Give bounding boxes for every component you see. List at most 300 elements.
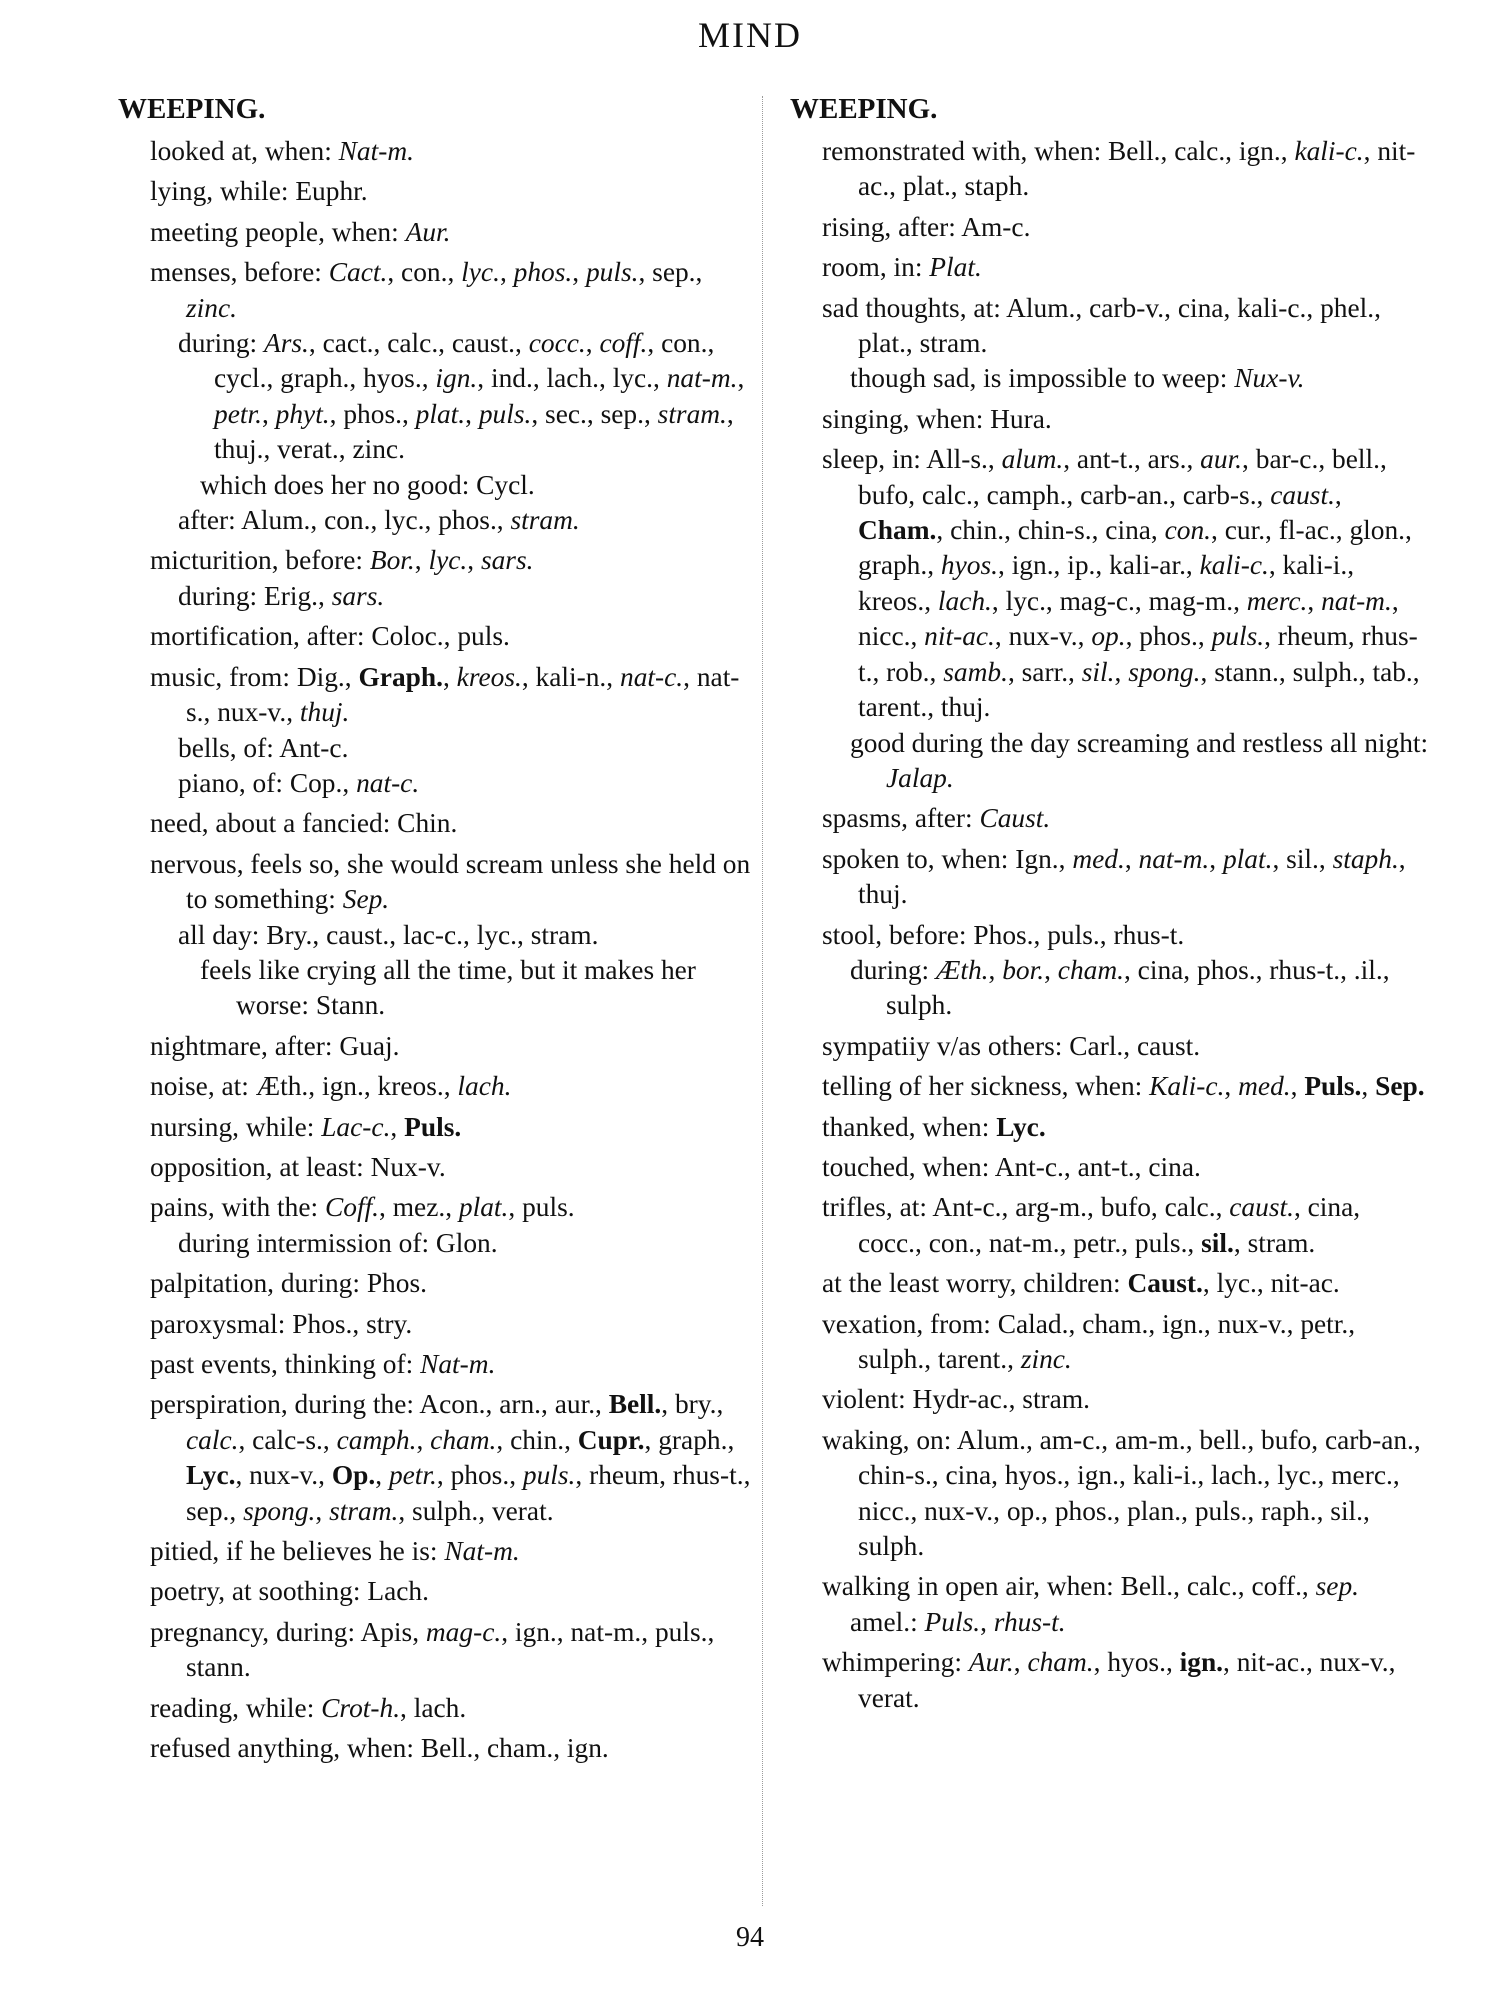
column-divider — [762, 96, 763, 1906]
rubric-term: singing, when — [822, 403, 976, 434]
rubric-entry: spasms, after: Caust. — [822, 803, 1051, 834]
rubric-term: nursing, while — [150, 1111, 307, 1142]
remedy: Phos. — [366, 1268, 427, 1299]
remedy: nicc. — [858, 621, 911, 652]
column-heading: WEEPING. — [790, 93, 938, 125]
rubric-entry: feels like crying all the time, but it makes her worse: Stann. — [200, 954, 696, 1021]
rubric-entry: pitied, if he believes he is: Nat-m. — [150, 1536, 520, 1567]
rubric-term: at the least worry, children — [822, 1268, 1114, 1299]
remedy: aur. — [554, 1389, 596, 1420]
remedy: All-s. — [926, 444, 988, 475]
remedy: thuj. — [940, 692, 991, 723]
rubric-entry: past events, thinking of: Nat-m. — [150, 1349, 496, 1379]
remedy: Lyc. — [186, 1460, 236, 1491]
rubric-term: all day — [178, 919, 252, 950]
remedy: rhus-t. — [1113, 919, 1185, 950]
rubric-term: trifles, at — [822, 1192, 920, 1223]
rubric-term: lying, while — [150, 176, 281, 207]
rubric-entry: during: Erig., sars. — [178, 580, 385, 611]
rubric-term: music, from — [150, 661, 283, 692]
remedy: calc. — [921, 479, 973, 510]
remedy: thuj. — [299, 697, 350, 728]
remedy: ign. — [1077, 1460, 1119, 1491]
remedy: cina — [1137, 954, 1184, 985]
rubric-term: after — [178, 505, 229, 536]
remedy: stram. — [919, 328, 988, 359]
remedy: ign. — [1162, 1308, 1204, 1339]
remedy: Guaj. — [339, 1030, 400, 1061]
page-number: 94 — [736, 1922, 764, 1953]
remedy: am-c. — [1039, 1424, 1102, 1455]
remedy: tab. — [1372, 656, 1413, 687]
remedy: hyos. — [1004, 1460, 1064, 1491]
remedy: Bell. — [608, 1389, 662, 1420]
remedy: merc. — [1246, 585, 1308, 616]
remedy: hyos. — [940, 550, 998, 581]
rubric-term: meeting people, when — [150, 216, 392, 247]
remedy: tarent. — [937, 1344, 1008, 1374]
rubric-entry: nightmare, after: Guaj. — [150, 1030, 400, 1061]
remedy: con. — [324, 505, 371, 536]
rubric-entry: bells, of: Ant-c. — [178, 732, 349, 763]
remedy: petr. — [1073, 1227, 1122, 1258]
remedy: Apis — [360, 1616, 413, 1647]
remedy: phos. — [1197, 954, 1256, 985]
remedy: plat. — [1222, 843, 1273, 874]
rubric-entry: during: Æth., bor., cham., cina, phos., rhus-t., .il., sulph. — [850, 954, 1390, 1021]
remedy: Glon. — [435, 1227, 498, 1258]
remedy: puls. — [1194, 1495, 1248, 1526]
remedy: ign. — [514, 1616, 557, 1647]
remedy: sil. — [1201, 1227, 1234, 1258]
remedy: mez. — [392, 1192, 446, 1223]
remedy: kali-c. — [1199, 550, 1269, 581]
rubric-entry: amel.: Puls., rhus-t. — [850, 1606, 1066, 1637]
remedy: kali-i. — [1132, 1460, 1198, 1491]
remedy: kali-c. — [1294, 136, 1364, 166]
remedy: chin. — [510, 1424, 565, 1455]
remedy: thuj. — [214, 434, 264, 465]
remedy: arg-m. — [1015, 1192, 1087, 1223]
remedy: chin. — [950, 515, 1005, 546]
rubric-entry: noise, at: Æth., ign., kreos., lach. — [150, 1071, 512, 1102]
remedy: aur. — [1200, 444, 1243, 475]
remedy: lach. — [937, 585, 992, 616]
remedy: cham. — [1082, 1308, 1149, 1339]
remedy: con. — [401, 257, 448, 288]
remedy: Bell. — [1108, 136, 1161, 166]
remedy: verat. — [491, 1495, 554, 1526]
rubric-term: pitied, if he believes he is — [150, 1536, 430, 1567]
remedy: stann. — [186, 1652, 251, 1683]
remedy: bufo — [858, 479, 909, 510]
remedy: puls. — [478, 398, 532, 429]
remedy: calc. — [1164, 1192, 1216, 1223]
rubric-term: poetry, at soothing — [150, 1576, 353, 1607]
remedy: lach. — [457, 1071, 512, 1102]
remedy: ip. — [1067, 550, 1096, 581]
remedy: Alum. — [1006, 292, 1076, 323]
remedy: rhus-t. — [858, 621, 1418, 687]
remedy: puls. — [654, 1616, 708, 1647]
rubric-term: violent — [822, 1384, 899, 1415]
remedy: bufo — [1100, 1192, 1151, 1223]
remedy: .il. — [1353, 954, 1383, 985]
remedy: staph. — [1332, 843, 1399, 874]
remedy: stram. — [1022, 1384, 1090, 1415]
remedy: phos. — [450, 1460, 510, 1491]
rubric-entry: spoken to, when: Ign., med., nat-m., plat., sil., staph., thuj. — [822, 843, 1406, 910]
remedy: zinc. — [352, 434, 405, 465]
rubric-entry: rising, after: Am-c. — [822, 211, 1031, 242]
rubric-term: pregnancy, during — [150, 1616, 348, 1647]
remedy: camph. — [336, 1424, 417, 1455]
remedy: cocc. — [858, 1227, 916, 1258]
remedy: rob. — [886, 656, 930, 687]
remedy: stram. — [510, 505, 580, 536]
remedy: Op. — [331, 1460, 376, 1491]
rubric-term: during — [850, 954, 922, 985]
remedy: nit-ac. — [1270, 1268, 1340, 1299]
remedy: bell. — [1199, 1424, 1248, 1455]
remedy: graph. — [280, 363, 350, 394]
rubric-term: noise, at — [150, 1071, 242, 1102]
rubric-term: opposition, at least — [150, 1151, 357, 1182]
remedy: fl-ac. — [1278, 515, 1336, 546]
remedy: puls. — [1047, 919, 1100, 950]
rubric-entry: sad thoughts, at: Alum., carb-v., cina, kali-c., phel., plat., stram. — [822, 292, 1381, 359]
remedy: kreos. — [456, 661, 522, 692]
remedy: Carl. — [1069, 1030, 1124, 1061]
remedy: stry. — [366, 1308, 413, 1339]
rubric-term: though sad, is impossible to weep — [850, 363, 1220, 394]
rubric-entry: reading, while: Crot-h., lach. — [150, 1692, 467, 1723]
rubric-term: palpitation, during — [150, 1268, 353, 1299]
remedy: am-m. — [1114, 1424, 1186, 1455]
rubric-entry: nervous, feels so, she would scream unless she held on to something: Sep. — [150, 848, 751, 915]
rubric-term: thanked, when — [822, 1111, 982, 1142]
remedy: Crot-h. — [321, 1692, 401, 1723]
remedy: lach. — [1211, 1460, 1264, 1491]
rubric-entry: walking in open air, when: Bell., calc., coff., sep. — [822, 1571, 1359, 1602]
remedy: sars. — [331, 580, 385, 611]
remedy: bufo — [1261, 1424, 1312, 1455]
remedy: lyc. — [1216, 1268, 1257, 1299]
remedy: sulph. — [858, 1344, 925, 1374]
remedy: nux-v. — [1319, 1647, 1389, 1678]
remedy: Æth. — [935, 954, 989, 985]
rubric-entry: touched, when: Ant-c., ant-t., cina. — [822, 1151, 1201, 1182]
remedy: phos. — [1054, 1495, 1114, 1526]
rubric-entry: mortification, after: Coloc., puls. — [150, 621, 510, 652]
remedy: nat-m. — [1138, 843, 1210, 874]
remedy: Lyc. — [996, 1111, 1046, 1142]
remedy: Alum. — [241, 505, 311, 536]
rubric-term: stool, before — [822, 919, 959, 950]
remedy: Puls. — [404, 1111, 462, 1142]
rubric-entry: lying, while: Euphr. — [150, 176, 368, 207]
remedy: thuj. — [858, 879, 908, 910]
remedy: Nat-m. — [444, 1536, 520, 1567]
remedy: puls. — [1211, 621, 1265, 652]
remedy: con. — [928, 1227, 976, 1258]
remedy: lyc. — [476, 919, 518, 950]
remedy: ign. — [566, 1733, 609, 1764]
rubric-entry: menses, before: Cact., con., lyc., phos., puls., sep., zinc. — [150, 257, 703, 323]
rubric-entry: thanked, when: Lyc. — [822, 1111, 1046, 1142]
rubric-term: piano, of — [178, 767, 276, 798]
remedy: Graph. — [358, 661, 443, 692]
remedy: nux-v. — [217, 697, 287, 728]
remedy: Bell. — [1120, 1571, 1174, 1602]
remedy: calc. — [186, 1424, 239, 1455]
remedy: phyt. — [275, 398, 330, 429]
remedy: graph. — [858, 550, 928, 581]
remedy: Nux-v. — [370, 1151, 446, 1182]
remedy: lyc. — [1277, 1460, 1318, 1491]
remedy: sil. — [1330, 1495, 1364, 1526]
rubric-entry: poetry, at soothing: Lach. — [150, 1576, 429, 1607]
remedy: sulph. — [412, 1495, 479, 1526]
remedy: zinc. — [1020, 1344, 1072, 1374]
rubric-term: amel. — [850, 1606, 911, 1637]
remedy: phel. — [1320, 292, 1375, 323]
remedy: med. — [1072, 843, 1125, 874]
remedy: phos. — [1139, 621, 1198, 652]
rubric-term: good during the day screaming and restless all night — [850, 727, 1421, 758]
remedy: cina — [1307, 1192, 1354, 1223]
rubric-entry: vexation, from: Calad., cham., ign., nux-v., petr., sulph., tarent., zinc. — [822, 1308, 1356, 1374]
remedy: Erig. — [263, 580, 318, 611]
remedy: Puls. — [1304, 1071, 1362, 1102]
remedy: caust. — [1136, 1030, 1201, 1061]
rubric-entry: room, in: Plat. — [822, 252, 982, 283]
remedy: ind. — [490, 363, 533, 394]
remedy: nit-ac. — [858, 136, 1416, 202]
remedy: merc. — [1331, 1460, 1393, 1491]
remedy: lyc. — [384, 505, 425, 536]
remedy: rheum — [1277, 621, 1348, 652]
rubric-entry: after: Alum., con., lyc., phos., stram. — [178, 505, 580, 536]
remedy: cocc. — [528, 328, 586, 359]
rubric-term: pains, with the — [150, 1192, 311, 1223]
remedy: sulph. — [886, 990, 953, 1021]
rubric-term: bells, of — [178, 732, 267, 763]
rubric-term: during — [178, 328, 250, 359]
remedy: nit-ac. — [924, 621, 995, 652]
remedy: nux-v. — [1217, 1308, 1287, 1339]
rubric-entry: looked at, when: Nat-m. — [150, 136, 414, 166]
remedy: tarent. — [858, 692, 928, 723]
remedy: ign. — [435, 363, 478, 394]
remedy: lach. — [546, 363, 599, 394]
remedy: kali-i. — [1282, 550, 1348, 581]
remedy: lyc. — [461, 257, 500, 288]
remedy: carb-v. — [1089, 292, 1165, 323]
remedy: Dig. — [296, 661, 345, 692]
remedy: graph. — [658, 1424, 728, 1455]
remedy: nat-m. — [666, 363, 738, 394]
rubric-term: need, about a fancied — [150, 808, 383, 839]
rubric-term: sad thoughts, at — [822, 292, 994, 323]
rubric-term: vexation, from — [822, 1308, 984, 1339]
remedy: Sep. — [342, 884, 390, 915]
remedy: nat-s. — [186, 661, 740, 728]
remedy: phos. — [438, 505, 497, 536]
rubric-entry: violent: Hydr-ac., stram. — [822, 1384, 1090, 1415]
rubric-term: remonstrated with, when — [822, 136, 1094, 166]
rubric-entry: all day: Bry., caust., lac-c., lyc., stram. — [178, 919, 599, 950]
remedy: Caust. — [1127, 1268, 1203, 1299]
remedy: Aur. — [968, 1647, 1014, 1678]
rubric-term: looked at, when — [150, 136, 325, 166]
remedy: kali-c. — [1237, 292, 1307, 323]
remedy: nicc. — [858, 1495, 911, 1526]
remedy: chin-s. — [1017, 515, 1092, 546]
rubric-term: room, in — [822, 252, 915, 283]
remedy: Nat-m. — [338, 136, 414, 166]
remedy: Lac-c. — [321, 1111, 391, 1142]
remedy: hyos. — [363, 363, 422, 394]
rubric-term: whimpering — [822, 1647, 955, 1678]
rubric-entry: waking, on: Alum., am-c., am-m., bell., bufo, carb-an., chin-s., cina, hyos., ign., kali-i., lach., lyc., merc., nicc., nux-v., op., phos., plan., puls., raph., sil., sulph. — [822, 1424, 1421, 1562]
rubric-term: sympatiiy v/as others — [822, 1030, 1055, 1061]
remedy: calc. — [387, 328, 439, 359]
remedy: puls. — [1134, 1227, 1188, 1258]
remedy: nat-m. — [570, 1616, 642, 1647]
remedy: sil. — [1081, 656, 1115, 687]
remedy: cina — [1105, 515, 1151, 546]
rubric-term: touched, when — [822, 1151, 982, 1182]
rubric-entry: during: Ars., cact., calc., caust., cocc., coff., con., cycl., graph., hyos., ign., ind., lach., lyc., nat-m., petr., phyt., phos., plat., puls., sec., sep., stram., thuj., verat., zinc. — [178, 328, 745, 465]
rubric-entry: which does her no good: Cycl. — [200, 469, 535, 500]
remedy: mag-m. — [1148, 585, 1234, 616]
rubric-entry: sympatiiy v/as others: Carl., caust. — [822, 1030, 1201, 1061]
left-column — [118, 92, 758, 1766]
remedy: mag-c. — [425, 1616, 502, 1647]
remedy: Cact. — [328, 257, 388, 288]
remedy: Cop. — [289, 767, 343, 798]
remedy: petr. — [214, 398, 262, 429]
rubric-entry: pregnancy, during: Apis, mag-c., ign., nat-m., puls., stann. — [150, 1616, 715, 1683]
rubric-term: micturition, before — [150, 545, 356, 576]
remedy: Alum. — [956, 1424, 1026, 1455]
remedy: puls. — [457, 621, 510, 652]
rubric-term: spasms, after — [822, 803, 965, 834]
remedy: nux-v. — [249, 1460, 319, 1491]
rubric-term: reading, while — [150, 1692, 307, 1723]
remedy: ign. — [1011, 550, 1054, 581]
remedy: puls. — [522, 1460, 576, 1491]
rubric-entry: need, about a fancied: Chin. — [150, 808, 458, 839]
remedy: caust. — [1229, 1192, 1294, 1223]
remedy: ign. — [321, 1071, 364, 1102]
rubric-term: menses, before — [150, 257, 315, 288]
right-column — [790, 92, 1430, 1716]
remedy: verat. — [858, 1682, 920, 1713]
remedy: Am-c. — [961, 211, 1031, 242]
remedy: nat-m. — [1321, 585, 1392, 616]
remedy: chin-s. — [858, 1460, 932, 1491]
rubric-entry: perspiration, during the: Acon., arn., aur., Bell., bry., calc., calc-s., camph., cham., chin., Cupr., graph., Lyc., nux-v., Op., petr., phos., puls., rheum, rhus-t., sep., spong., stram., sulph., verat. — [150, 1389, 751, 1526]
remedy: coff. — [599, 328, 648, 359]
remedy: rhus-t. — [1269, 954, 1341, 985]
remedy: rhus-t. — [993, 1606, 1066, 1637]
rubric-term: mortification, after — [150, 621, 357, 652]
remedy: rheum — [589, 1460, 660, 1491]
remedy: Coff. — [325, 1192, 380, 1223]
page-title: MIND — [698, 15, 802, 55]
remedy: caust. — [451, 328, 516, 359]
remedy: carb-s. — [1182, 479, 1257, 510]
rubric-entry: whimpering: Aur., cham., hyos., ign., nit-ac., nux-v., verat. — [822, 1647, 1396, 1713]
remedy: Bor. — [369, 545, 415, 576]
remedy: Bell. — [420, 1733, 474, 1764]
rubric-entry: though sad, is impossible to weep: Nux-v. — [850, 363, 1305, 394]
remedy: cina. — [1148, 1151, 1201, 1182]
remedy: cur. — [1224, 515, 1266, 546]
column-heading: WEEPING. — [118, 93, 266, 125]
remedy: camph. — [986, 479, 1067, 510]
remedy: Phos. — [292, 1308, 353, 1339]
remedy: cycl. — [214, 363, 267, 394]
remedy: Lach. — [367, 1576, 429, 1607]
remedy: stram. — [530, 919, 599, 950]
remedy: nat-c. — [356, 767, 420, 798]
remedy: Æth. — [255, 1071, 309, 1102]
remedy: calc. — [1186, 1571, 1238, 1602]
remedy: Acon. — [419, 1389, 486, 1420]
remedy: con. — [1164, 515, 1212, 546]
rubric-entry: piano, of: Cop., nat-c. — [178, 767, 420, 798]
remedy: lac-c. — [402, 919, 464, 950]
rubric-entry: meeting people, when: Aur. — [150, 216, 451, 247]
remedy: kali-n. — [535, 661, 607, 692]
rubric-entry: during intermission of: Glon. — [178, 1227, 498, 1258]
rubric-term: sleep, in — [822, 444, 914, 475]
rubric-entry: singing, when: Hura. — [822, 403, 1052, 434]
remedy: Chin. — [397, 808, 458, 839]
remedy: ign. — [1179, 1647, 1224, 1678]
rubric-term: feels like crying all the time, but it makes her worse — [200, 954, 696, 1021]
remedy: staph. — [964, 171, 1030, 202]
remedy: sulph. — [858, 1531, 925, 1562]
remedy: Ign. — [1015, 843, 1059, 874]
entry-list — [790, 134, 1430, 1716]
remedy: con. — [661, 328, 708, 359]
rubric-entry: trifles, at: Ant-c., arg-m., bufo, calc., caust., cina, cocc., con., nat-m., petr., puls., sil., stram. — [822, 1192, 1361, 1258]
remedy: Cupr. — [577, 1424, 645, 1455]
remedy: Ant-c. — [994, 1151, 1064, 1182]
remedy: nux-v. — [924, 1495, 994, 1526]
rubric-term: spoken to, when — [822, 843, 1001, 874]
rubric-entry: telling of her sickness, when: Kali-c., med., Puls., Sep. — [822, 1071, 1425, 1102]
entry-list — [118, 134, 758, 1766]
remedy: Puls. — [924, 1606, 981, 1637]
rubric-entry: at the least worry, children: Caust., lyc., nit-ac. — [822, 1268, 1340, 1299]
remedy: Nat-m. — [420, 1349, 496, 1379]
rubric-entry: sleep, in: All-s., alum., ant-t., ars., aur., bar-c., bell., bufo, calc., camph., carb-an., carb-s., caust., Cham., chin., chin-s., cina, con., cur., fl-ac., glon., graph., hyos., ign., ip., kali-ar., kali-c., kali-i., kreos., lach., lyc., mag-c., mag-m., merc., nat-m., nicc., nit-ac., nux-v., op., phos., puls., rheum, rhus-t., rob., samb., sarr., sil., spong., stann., sulph., tab., tarent., thuj. — [822, 444, 1420, 723]
rubric-entry: refused anything, when: Bell., cham., ign. — [150, 1733, 609, 1764]
remedy: petr. — [388, 1460, 437, 1491]
remedy: Hydr-ac. — [912, 1384, 1009, 1415]
rubric-entry: good during the day screaming and restless all night: Jalap. — [850, 727, 1429, 793]
remedy: Jalap. — [886, 762, 954, 793]
remedy: lyc. — [612, 363, 653, 394]
remedy: Sep. — [1375, 1071, 1425, 1102]
remedy: plat. — [415, 398, 466, 429]
rubric-entry: opposition, at least: Nux-v. — [150, 1151, 446, 1182]
